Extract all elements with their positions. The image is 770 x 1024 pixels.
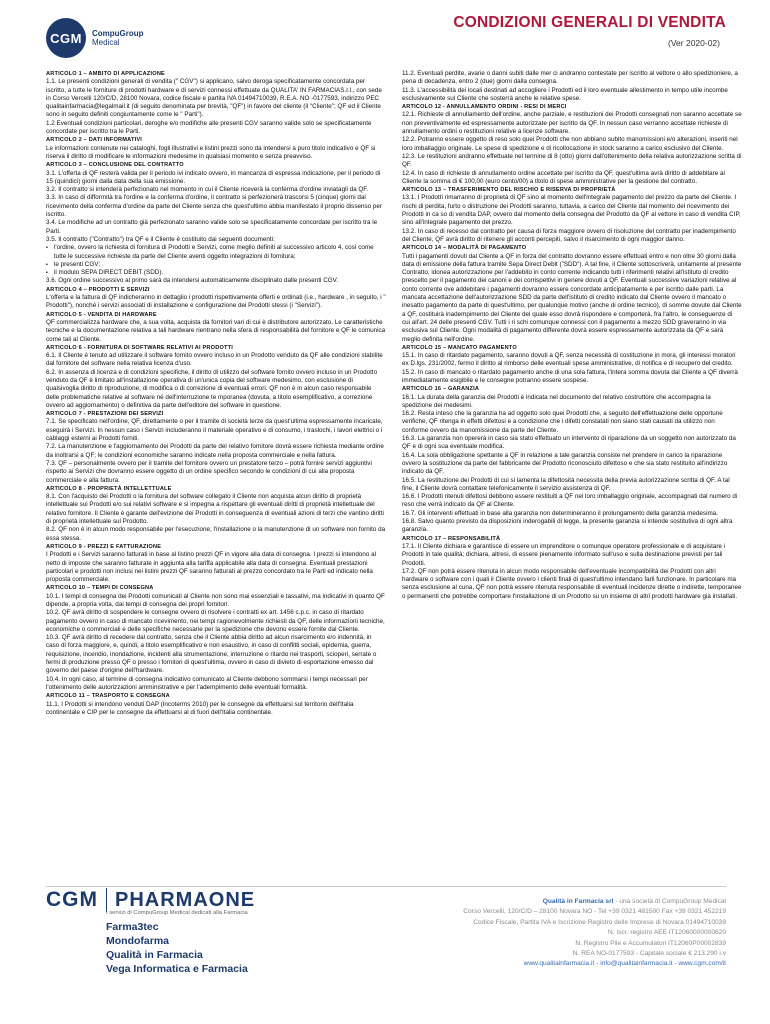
clause-paragraph: 7.3. QF – personalmente ovvero per il tramite del fornitore ovvero un prestatore terzo – potrà fornire servizi aggiuntivi rispetto ai Servizi che dovranno essere oggetto di un ordine specifico secondo le condizioni di cui alla proposta commerciale e alla fattura. xyxy=(46,459,372,484)
clause-paragraph: 15.2. In caso di mancato o ritardato pagamento anche di una sola fattura, l'intera somma dovuta dal Cliente a QF diverrà immediatamente esigibile e le consegne potranno essere sospese. xyxy=(402,368,738,384)
article-heading: ARTICOLO 12 - ANNULLAMENTO ORDINI - RESI DI MERCI xyxy=(402,104,567,111)
clause-paragraph: 10.4. In ogni caso, al termine di consegna indicativo comunicato al Cliente debbono sommarsi i tempi necessari per l'ottenimento delle autorizzazioni amministrative e per l'adempimento delle eventuali formalità. xyxy=(46,675,368,691)
article-heading: ARTICOLO 15 – MANCATO PAGAMENTO xyxy=(402,344,517,351)
brand-tagline: I servizi di CompuGroup Medical dedicati alla Farmacia xyxy=(106,910,248,916)
clause-paragraph: 3.1. L'offerta di QF resterà valida per il periodo ivi indicato ovvero, in mancanza di espressa indicazione, per il periodo di 15 (quindici) giorni dalla data della sua emissione. xyxy=(46,169,381,185)
clause-paragraph: 1.1. Le presenti condizioni generali di vendita (" CGV") si applicano, salvo deroga specificatamente concordata per iscritto, a tutte le forniture di prodotti hardware e di servizi connessi effettuate da QUALITA' IN FARMACIAS.r.l., con sede in Corso Vercelli 120/C/D, 28100 Novara, codice fiscale e partita IVA 01494710039, R.E.A. NO -0177593, indirizzo PEC qualitainfarmacia@legalmail.it (di seguito denominata per brevità, "QF") in favore del cliente (il "Cliente"; QF ed il Cliente sono in seguito definiti congiuntamente come le " Parti"). xyxy=(46,78,382,119)
clause-paragraph: 16.7. Gli interventi effettuati in base alla garanzia non determineranno il prolungamento della garanzia medesima. xyxy=(402,509,718,517)
clause-paragraph: Tutti i pagamenti dovuti dal Cliente a QF in forza del contratto dovranno essere effettuati entro e non oltre 30 giorni dalla data di emissione della fattura tramite Sepa Direct Debit ("SDD"). A tal fine, il Cliente sottoscriverà, unitamente al presente Contratto, idonea autorizzazione per l'addebito in conto corrente indicando tutti i riferimenti relativi all'istituto di credito prescelto per il pagamento dei canoni e dei corrispettivi in genere dovuti a QF. Eventuali successive variazioni relative al conto corrente ove addebitare i pagamenti dovranno essere concordate anticipatamente e per iscritto dalle parti. La mancata accettazione dell'autorizzazione SDD da parte dell'istituto di credito indicato dal Cliente ovvero il mancato o inesatto pagamento da parte di quest'ultimo, per qualunque motivo (anche di ordine tecnico), di somme dovute dal Cliente a QF, costituirà inadempimento del Cliente del quale esso dovrà rispondere e comporterà, fra l'altro, le conseguenze di cui all'art. 24 delle presenti CGV. Tutti i ri schi comunque connessi con il pagamento a mezzo SDD graveranno in via esclusiva sul Cliente. Ogni modalità di pagamento differente dovrà essere espressamente autorizzata da QF e sarà meglio definita nell'ordine. xyxy=(402,252,742,343)
clause-paragraph: 13.2. In caso di recesso dal contratto per causa di forza maggiore ovvero di risoluzione del contratto per inadempimento del Cliente, QF avrà diritto di ritenere gli acconti percepiti, salvo il risarcimento di ogni maggior danno. xyxy=(402,227,736,243)
brand-separator xyxy=(106,888,107,912)
brand-product: Vega Informatica e Farmacia xyxy=(106,963,248,975)
company-web-link[interactable]: www.qualitainfarmacia.it - info@qualitainfarmacia.it - www.cgm.com/it xyxy=(523,960,726,968)
company-name-suffix: - una società di CompuGroup Medical xyxy=(613,898,726,905)
brand-product-list xyxy=(106,920,376,976)
article-heading: ARTICOLO 7 - PRESTAZIONI DEI SERVIZI xyxy=(46,411,164,418)
clause-paragraph: 6.1. Il Cliente è tenuto ad utilizzare il software fornito ovvero incluso in un Prodotto venduto da QF alle condizioni stabilite dal fornitore del software nella relativa licenza d'uso. xyxy=(46,352,383,368)
company-aee: N. Iscr. registro AEE IT12060000000620 xyxy=(607,929,726,937)
clause-paragraph: 16.3. La garanzia non opererà in caso sia stato effettuato un intervento di riparazione da un soggetto non autorizzato da QF e di ogni sua eventuale modifica. xyxy=(402,435,736,451)
article-heading: ARTICOLO 2 – DATI INFORMATIVI xyxy=(46,137,143,144)
article-heading: ARTICOLO 6 - FORNITURA DI SOFTWARE RELATIVI AI PRODOTTI xyxy=(46,344,233,351)
clause-paragraph: 3.6. Ogni ordine successivo al primo sarà da intendersi automaticamente disciplinato dalle presenti CGV. xyxy=(46,277,339,285)
brand-product: Mondofarma xyxy=(106,935,169,947)
article-heading: ARTICOLO 4 – PRODOTTI E SERVIZI xyxy=(46,286,150,293)
clause-paragraph: 15.1. In caso di ritardato pagamento, saranno dovuti a QF, senza necessità di costituzione in mora, gli interessi moratori ex D.lgs. 231/2002, fermo il diritto al rimborso delle eventuali spese amministrative, di notifica e di recupero del credito. xyxy=(402,352,736,368)
brand-pharmaone: PHARMAONE xyxy=(115,888,256,911)
clause-paragraph: 10.1. I tempi di consegna dei Prodotti comunicati al Cliente non sono mai essenziali e tassativi, ma indicativi in quanto QF dipende, a propria volta, dai tempi di consegna dei propri fornitori. xyxy=(46,592,385,608)
right-column xyxy=(402,70,742,840)
clause-paragraph: 17.1. Il Cliente dichiara e garantisce di essere un imprenditore o comunque operatore professionale e di acquistare i Prodotti in tale qualità; dichiara, altresì, di essere pienamente informato sull'uso e sulla destinazione previsti per tali Prodotti. xyxy=(402,542,726,567)
clause-paragraph: 12.1. Richieste di annullamento dell'ordine, anche parziale, e restituzioni dei Prodotti consegnati non saranno accettate se non preventivamente ed espressamente autorizzate per iscritto da QF. In nessun caso verranno accettate richieste di annullamento ordini o restituzioni relative a licenze software. xyxy=(402,111,742,136)
article-heading: ARTICOLO 9 - PREZZI E FATTURAZIONE xyxy=(46,543,162,550)
clause-paragraph: 3.5. Il contratto ("Contratto") tra QF e il Cliente è costituito dai seguenti documenti: xyxy=(46,235,275,243)
clause-paragraph: 16.4. La sola obbligazione spettante a QF in relazione a tale garanzia consiste nel prendere in carico la riparazione ovvero la sostituzione da parte del fabbricante del Prodotto riconosciuto difettoso e che sia stato restituito all'indirizzo indicato da QF. xyxy=(402,451,728,476)
brand-cgm: CGM xyxy=(46,888,98,911)
article-heading: ARTICOLO 17 – RESPONSABILITÀ xyxy=(402,535,501,542)
clause-paragraph: 12.2. Potranno essere oggetto di reso solo quei Prodotti che non abbiano subito manomissioni e/o alterazioni, inseriti nel loro imballaggio originale. Le spese di spedizione e di ricollocazione in stock saranno a carico esclusivo del Cliente. xyxy=(402,136,738,152)
article-heading: ARTICOLO 1 – AMBITO DI APPLICAZIONE xyxy=(46,71,165,77)
bullet-item: ▪ le presenti CGV; xyxy=(46,261,386,269)
cgm-logo-text xyxy=(92,29,144,47)
footer-divider xyxy=(46,886,726,887)
clause-paragraph: 16.1. La durata della garanzia dei Prodotti è indicata nel documento del relativo costruttore che accompagna la spedizione dei medesimi. xyxy=(402,393,711,409)
clause-paragraph: 11.3. L'accessibilità dei locali destinati ad accogliere i Prodotti ed il loro eventuale allestimento in tempo utile incombe esclusivamente sul Cliente che sosterrà anche le relative spese. xyxy=(402,86,728,102)
clause-paragraph: 16.2. Resta inteso che la garanzia ha ad oggetto solo quei Prodotti che, a seguito dell'effettuazione delle opportune verifiche, QF ritenga in effetti difettosi e a condizione che i difetti constatati non siano stati causati da utilizzo non conforme ovvero da manomissione da parte del Cliente. xyxy=(402,410,723,434)
clause-paragraph: Le informazioni contenute nei cataloghi, fogli illustrativi e listini prezzi sono da intendersi a puro titolo indicativo e QF si riserva il diritto di modificare le informazioni medesime in qualsiasi momento e senza preavviso. xyxy=(46,144,376,160)
clause-paragraph: 16.5. La restituzione dei Prodotti di cui si lamenta la difettosità necessita della previa autorizzazione scritta di QF. A tal fine, il Cliente dovrà contattare telefonicamente il servizio assistenza di QF. xyxy=(402,476,730,492)
logo-sub: Medical xyxy=(92,38,120,47)
bullet-item: ▪ il modulo SEPA DIRECT DEBIT (SDD). xyxy=(46,269,386,277)
company-battery-registry: N. Registro Pile e Accumulatori IT12060P00002839 xyxy=(575,939,726,947)
bullet-item: ▪ l'ordine, ovvero la richiesta di fornitura di Prodotti e Servizi, come meglio definiti al successivo articolo 4, così come tutte le successive richieste da parte del Cliente aventi oggetto integrazioni di fornitura; xyxy=(46,244,386,261)
cgm-logo-mark: CGM xyxy=(46,18,86,58)
company-name: Qualità in Farmacia srl xyxy=(542,898,614,905)
clause-paragraph: 8.1. Con l'acquisto dei Prodotti o la fornitura del software collegato il Cliente non acquista alcun diritto di proprietà intellettuale sui Prodotti e/o sui relativi software e si impegna a rispettare gli eventuali diritti di proprietà intellettuale del relativo fornitore. Il Cliente è garante dell'evizione dei Prodotti in conseguenza di eventuali azioni di terzi che vantino diritti di proprietà intellettuale sul Prodotto. xyxy=(46,493,384,526)
clause-paragraph: 16.8. Salvo quanto previsto da disposizioni inderogabili di legge, la presente garanzia si intende sostitutiva di ogni altra garanzia. xyxy=(402,518,733,534)
clause-paragraph: 11.2. Eventuali perdite, avarie o danni subiti dalle mer ci andranno contestate per iscritto al vettore o allo spedizioniere, a pena di decadenza, entro 2 (due) giorni dalla consegna. xyxy=(402,70,738,86)
article-heading: ARTICOLO 16 – GARANZIA xyxy=(402,386,480,393)
article-heading: ARTICOLO 14 – MODALITÀ DI PAGAMENTO xyxy=(402,245,527,252)
clause-paragraph: 3.3. In caso di difformità tra l'ordine e la conferma d'ordine, il contratto si perfezionerà trascorsi 5 (cinque) giorni dal ricevimento della conferma d'ordine da parte del Cliente senza che quest'ultimo abbia manifestato il proprio dissenso per iscritto. xyxy=(46,194,382,219)
clause-paragraph: 1.2 Eventuali condizioni particolari, deroghe e/o modifiche alle presenti CGV saranno valide solo se specificatamente concordate per iscritto tra le Parti. xyxy=(46,119,372,136)
article-heading: ARTICOLO 13 – TRASFERIMENTO DEL RISCHIO E RISERVA DI PROPRIETÀ xyxy=(402,187,616,194)
clause-paragraph: 13.1. I Prodotti rimarranno di proprietà di QF sino al momento dell'integrale pagamento del prezzo da parte del Cliente. I rischi di perdita, furto o distruzione dei Prodotti saranno, tuttavia, a carico del Cliente dal momento del ricevimento dei Prodotti in ca so di vendita DAP, ovvero dal momento della consegna del Prodotto da QF al vettore in caso di vendita CIP, sino all'integrale pagamento del prezzo. xyxy=(402,194,741,227)
brand-product: Farma3tec xyxy=(106,921,159,933)
clause-paragraph: 7.2. La manutenzione e l'aggiornamento dei Prodotti da parte del relativo fornitore dovrà essere richiesta mediante ordine da inoltrarsi a QF; le condizioni economiche saranno indicate nella proposta commerciale e nella fattura. xyxy=(46,443,384,459)
article-heading: ARTICOLO 5 - VENDITA DI HARDWARE xyxy=(46,311,157,318)
clause-paragraph: L'offerta e la fattura di QF indicheranno in dettaglio i prodotti rispettivamente offerti e ordinati (i.e., hardware , in seguito, i " Prodotti"), nonché i servizi associati di installazione e configurazione dei Prodotti stessi (i "Servizi"). xyxy=(46,294,386,310)
clause-paragraph: 16.6. I Prodotti ritenuti difettosi debbono essere restituiti a QF nel loro imballaggio originale, accompagnati dal numero di reso che verrà indicato da QF al Cliente. xyxy=(402,493,738,509)
clause-paragraph: 11.1. I Prodotti si intendono venduti DAP (Incoterms 2010) per le consegne da effettuarsi sul territorio dell'Italia continentale e CIP per le consegne da effettuarsi al di fuori dell'Italia continentale. xyxy=(46,700,354,716)
clause-paragraph: 6.2. In assenza di licenza e di condizioni specifiche, il diritto di utilizzo del software fornito ovvero incluso in un Prodotto venduto da QF è limitato all'installazione operativa di un'unica copia del software medesimo, con esclusione di qualsivoglia diritto di riproduzione, di modifica o di correzione di eventuali errori. QF non è in alcun caso responsabile delle problematiche relative al software né dell'interruzione te mporanea (dovuta, a titolo esemplificativo, a correzione ovvero ad aggiornamento) o definitiva da parte dell'editore del software in questione. xyxy=(46,368,378,409)
clause-paragraph: 8.2. QF non è in alcun modo responsabile per l'esecuzione, l'installazione o la manutenzione di un software non fornito da essa stessa. xyxy=(46,526,386,542)
company-rea: N. REA NO-0177593 - Capitale sociale € 213.290 i.v xyxy=(572,950,726,958)
clause-paragraph: I Prodotti e i Servizi saranno fatturati in base al listino prezzi QF in vigore alla data di consegna. I prezzi si intendono al netto di imposte che saranno fatturate in aggiunta alla tariffa applicabile alla data di consegna. Eventuali prestazioni particolari e prodotti non inclusi nei listini prezzi QF saranno fatturati al prezzo concordato tra le Parti ed indicato nella proposta commerciale. xyxy=(46,551,377,584)
logo-company: CompuGroup xyxy=(92,29,144,38)
brand-product: Qualità in Farmacia xyxy=(106,949,203,961)
article-heading: ARTICOLO 3 – CONCLUSIONE DEL CONTRATTO xyxy=(46,162,184,169)
article-heading: ARTICOLO 10 – TEMPI DI CONSEGNA xyxy=(46,585,154,592)
company-address: Corso Vercelli, 120/C/D – 28100 Novara NO - Tel +39 0321 481500 Fax +39 0321 452219 xyxy=(463,908,726,916)
article-heading: ARTICOLO 8 - PROPRIETÀ INTELLETTUALE xyxy=(46,485,172,492)
clause-paragraph: 10.3. QF avrà diritto di recedere dal contratto, senza che il Cliente abbia diritto ad alcun risarcimento e/o indennità, in caso di forza maggiore, e, quindi, a titolo esemplificativo e non esaustivo, in caso di conflitti sociali, epidemia, guerra, requisizione, incendio, inondazione, incidenti alla strumentazione, interruzione o ritardo nei trasporti, scioperi, serrate o fermi di produzione presso QF o presso i fornitori di quest'ultima, ovvero in caso di divieto di esportazione emesso dal governo del paese d'origine dell'hardware. xyxy=(46,634,377,675)
clause-paragraph: 12.3. Le restituzioni andranno effettuate nel termine di 8 (otto) giorni dall'ottenimento della relativa autorizzazione scritta di QF. xyxy=(402,152,742,169)
doc-version: (Ver 2020-02) xyxy=(668,38,720,48)
clause-paragraph: 12.4. In caso di richieste di annullamento ordine accettate per iscritto da QF, quest'ultima avrà diritto di addebitare al Cliente la somma di € 100,00 (euro cento/00) a titolo di spese amministrative per la gestione del contratto. xyxy=(402,169,725,185)
company-tax-id: Codice Fiscale, Partita IVA e Iscrizione Registro delle Imprese di Novara 01494710039 xyxy=(473,918,726,926)
clause-paragraph: QF commercializza hardware che, a sua volta, acquista da fornitori vari di cui è distributore autorizzato. Le caratteristiche tecniche e la documentazione relativa a tali hardware rientrano nella sfera di responsabilità del fornitore e QF le comunica come tali al Cliente. xyxy=(46,318,386,343)
cgm-logo xyxy=(46,18,144,58)
company-name-line xyxy=(386,897,726,907)
article-heading: ARTICOLO 11 – TRASPORTO E CONSEGNA xyxy=(46,693,170,700)
clause-paragraph: 7.1. Se specificato nell'ordine, QF, direttamente o per il tramite di società terze da quest'ultima espressamente incaricate, eseguirà i Servizi. In nessun caso i Servizi includeranno il materiale operativo e di consumo, i traslochi, i lavori elettrici o i cablaggi esterni ai Prodotti forniti. xyxy=(46,418,383,443)
clause-paragraph: 3.4. Le modifiche ad un contratto già perfezionato saranno valide solo se specificatamente concordate per iscritto tra le Parti. xyxy=(46,219,378,235)
page-title: CONDIZIONI GENERALI DI VENDITA xyxy=(453,14,726,31)
clause-paragraph: 17.2. QF non potrà essere ritenuta in alcun modo responsabile dell'eventuale incompatibilità dei Prodotti con altri hardware o software con i quali il Cliente ovvero i clienti finali di quest'ultimo intendano farli funzionare. In particolare ma senza esclusione al cuna, QF non potrà essere ritenuta responsabile di eventuali incidenze dirette o indirette, temporanee o permanenti che potrebbe comportare l'installazione di un Prodotto su un insieme di altri prodotti hardware già installati. xyxy=(402,567,742,600)
pharmaone-brand xyxy=(46,888,376,976)
clause-paragraph: 10.2. QF avrà diritto di sospendere le consegne ovvero di risolvere i contratti ex art. 1456 c.p.c. in caso di ritardato pagamento ovvero in caso di mancato ricevimento, nei tempi ragionevolmente richiesti da QF, delle informazioni tecniche, economiche o commerciali e delle specifiche necessarie per la spedizione che devono essere fornite dal Cliente. xyxy=(46,609,385,633)
left-column xyxy=(46,70,386,840)
company-info xyxy=(386,897,726,970)
clause-paragraph: 3.2. Il contratto si intenderà perfezionato nel momento in cui il Cliente riceverà la conferma d'ordine inviatagli da QF. xyxy=(46,186,369,194)
